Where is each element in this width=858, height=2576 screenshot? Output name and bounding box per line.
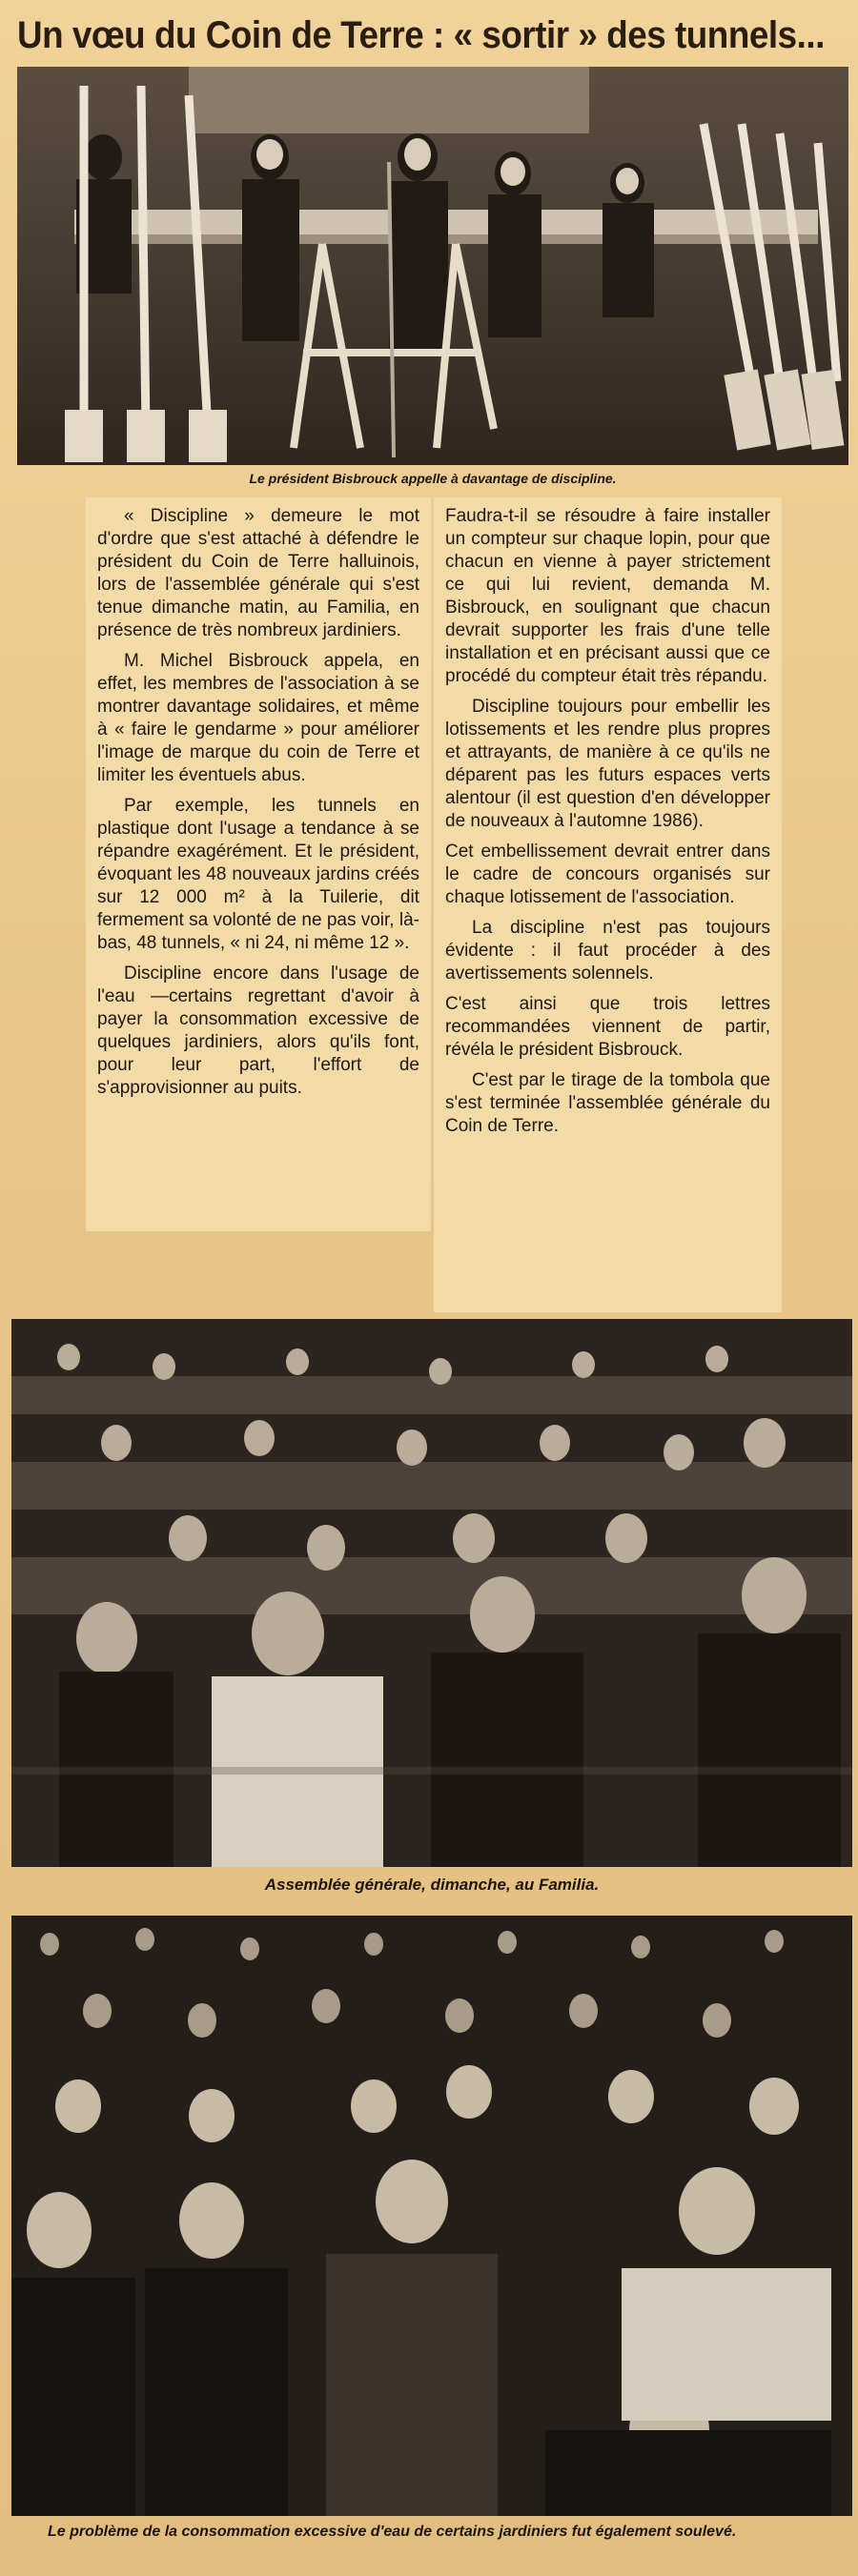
col2-paragraph: C'est par le tirage de la tombola que s'est terminée l'assemblée générale du Coin de Terre. xyxy=(445,1070,770,1136)
col2-paragraph: C'est ainsi que trois lettres recommandées viennent de partir, révéla le président Bisbrouck. xyxy=(445,994,770,1060)
col2-paragraph: Faudra-t-il se résoudre à faire installer un compteur sur chaque lopin, pour que chacun en vienne à payer strictement ce qui lui revient, demanda M. Bisbrouck, en soulignant que chacun devrait supporter les frais d'une telle installation et en précisant aussi que ce procédé du compteur était très répandu. xyxy=(445,506,770,686)
photo-panel-table xyxy=(17,67,848,465)
photo-audience-2 xyxy=(11,1916,852,2516)
photo1-caption: Le président Bisbrouck appelle à davantage de discipline. xyxy=(249,471,617,486)
col1-paragraph: Discipline encore dans l'usage de l'eau —certains regrettant d'avoir à payer la consommation excessive de quelques jardiniers, alors qu'ils font, pour leur part, l'effort de s'approvisionner au puits. xyxy=(97,963,419,1098)
col1-paragraph: Par exemple, les tunnels en plastique dont l'usage a tendance à se répandre exagérément. Et le président, évoquant les 48 nouveaux jardins créés sur 12 000 m² à la Tuilerie, dit fermement sa volonté de ne pas voir, là-bas, 48 tunnels, « ni 24, ni même 12 ». xyxy=(97,796,419,953)
photo-audience-2-image xyxy=(11,1916,852,2516)
photo-panel-table-image xyxy=(17,67,848,465)
article-column-2 xyxy=(434,497,782,1312)
photo-audience-1 xyxy=(11,1319,852,1867)
col1-paragraph: M. Michel Bisbrouck appela, en effet, les membres de l'association à se montrer davantage solidaires, et même à « faire le gendarme » pour améliorer l'image de marque du coin de Terre et limiter les éventuels abus. xyxy=(97,651,419,785)
col2-paragraph: Discipline toujours pour embellir les lotissements et les rendre plus propres et attrayants, de manière à ce qu'ils ne déparent pas les futurs espaces verts alentour (il est question d'en développer de nouveaux à l'automne 1986). xyxy=(445,697,770,831)
article-column-1 xyxy=(86,497,431,1231)
col1-paragraph: « Discipline » demeure le mot d'ordre que s'est attaché à défendre le président du Coin de Terre halluinois, lors de l'assemblée générale qui s'est tenue dimanche matin, au Familia, en présence de très nombreux jardiniers. xyxy=(97,506,419,640)
col2-paragraph: La discipline n'est pas toujours évidente : il faut procéder à des avertissements solennels. xyxy=(445,918,770,984)
photo3-caption: Le problème de la consommation excessive d'eau de certains jardiniers fut également soulevé. xyxy=(48,2524,737,2540)
col2-paragraph: Cet embellissement devrait entrer dans le cadre de concours organisés sur chaque lotissement de l'association. xyxy=(445,842,770,907)
photo2-caption: Assemblée générale, dimanche, au Familia. xyxy=(264,1876,600,1894)
headline: Un vœu du Coin de Terre : « sortir » des tunnels... xyxy=(17,14,825,56)
photo-audience-1-image xyxy=(11,1319,852,1867)
